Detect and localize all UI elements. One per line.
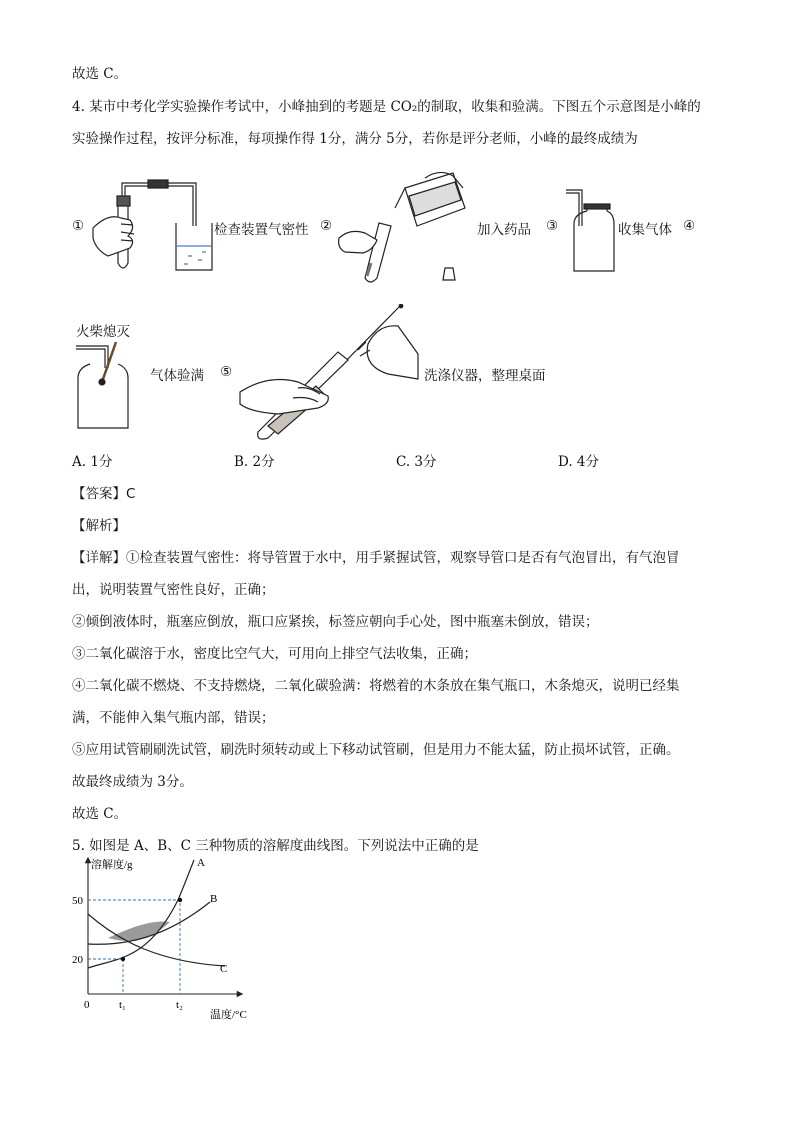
guide-t2-50 xyxy=(88,900,180,994)
option-a: A. 1分 xyxy=(72,454,113,470)
curve-c xyxy=(88,914,225,966)
origin-label: 0 xyxy=(84,999,90,1011)
figure-4-caption: 气体验满 xyxy=(150,368,204,384)
option-d: D. 4分 xyxy=(558,454,600,470)
figure-1-caption: 检查装置气密性 xyxy=(214,222,309,238)
figure-2-pouring-liquid xyxy=(335,168,470,286)
figure-4-number: ④ xyxy=(683,218,696,234)
option-c: C. 3分 xyxy=(396,454,437,470)
figure-5-caption: 洗涤仪器，整理桌面 xyxy=(424,368,546,384)
point-a-t2 xyxy=(178,898,182,902)
curve-a-label: A xyxy=(197,857,205,869)
figure-2-caption: 加入药品 xyxy=(477,222,531,238)
y-tick-20: 20 xyxy=(72,954,83,966)
figure-3-gas-collection-bottle xyxy=(562,186,622,276)
figure-3-caption: 收集气体 xyxy=(618,222,672,238)
answer-label: 【答案】C xyxy=(72,486,136,502)
y-axis-label: 溶解度/g xyxy=(91,859,133,871)
detail-line-2: 出，说明装置气密性良好，正确； xyxy=(72,582,275,598)
figure-4-match-out-label: 火柴熄灭 xyxy=(76,324,130,340)
option-b: B. 2分 xyxy=(234,454,275,470)
shaded-region xyxy=(108,922,170,941)
figure-4-gas-full-check xyxy=(72,338,134,430)
y-tick-50: 50 xyxy=(72,895,83,907)
figure-1-number: ① xyxy=(72,218,85,234)
guide-t1-20 xyxy=(88,959,123,994)
detail-line-1: 【详解】①检查装置气密性：将导管置于水中，用手紧握试管，观察导管口是否有气泡冒出，有气泡冒 xyxy=(72,550,680,566)
analysis-label: 【解析】 xyxy=(72,518,126,534)
point-t1 xyxy=(121,957,125,961)
detail-line-6: 满，不能伸入集气瓶内部，错误； xyxy=(72,710,275,726)
q4-stem-line-2: 实验操作过程，按评分标准，每项操作得 1分，满分 5分，若你是评分老师，小峰的最终成绩为 xyxy=(72,131,638,147)
q4-stem-line-1: 4. 某市中考化学实验操作考试中，小峰抽到的考题是 CO₂的制取，收集和验满。下图五个示意图是小峰的 xyxy=(72,99,701,115)
detail-line-7: ⑤应用试管刷刷洗试管，刷洗时须转动或上下移动试管刷，但是用力不能太猛，防止损坏试管，正确。 xyxy=(72,742,680,758)
figure-3-number: ③ xyxy=(546,218,559,234)
figure-1-airtightness-apparatus xyxy=(88,178,218,278)
previous-conclusion: 故选 C。 xyxy=(72,66,128,82)
x-tick-t1: t₁ xyxy=(119,999,126,1011)
x-axis-label: 温度/°C xyxy=(210,1009,247,1021)
x-tick-t2: t₂ xyxy=(176,999,183,1011)
figure-5-washing-test-tube xyxy=(238,304,423,444)
detail-line-4: ③二氧化碳溶于水，密度比空气大，可用向上排空气法收集，正确； xyxy=(72,646,477,662)
curve-b-label: B xyxy=(210,893,218,905)
detail-line-5: ④二氧化碳不燃烧、不支持燃烧，二氧化碳验满：将燃着的木条放在集气瓶口，木条熄灭，说明已经集 xyxy=(72,678,680,694)
solubility-curve-graph xyxy=(70,852,270,1024)
detail-line-8: 故最终成绩为 3分。 xyxy=(72,774,193,790)
figure-2-number: ② xyxy=(320,218,333,234)
curve-a xyxy=(88,860,194,968)
q5-stem: 5. 如图是 A、B、C 三种物质的溶解度曲线图。下列说法中正确的是 xyxy=(72,838,479,854)
q4-conclusion: 故选 C。 xyxy=(72,806,128,822)
detail-line-3: ②倾倒液体时，瓶塞应倒放，瓶口应紧挨，标签应朝向手心处，图中瓶塞未倒放，错误； xyxy=(72,614,599,630)
figure-5-number: ⑤ xyxy=(220,364,233,380)
curve-c-label: C xyxy=(220,963,228,975)
